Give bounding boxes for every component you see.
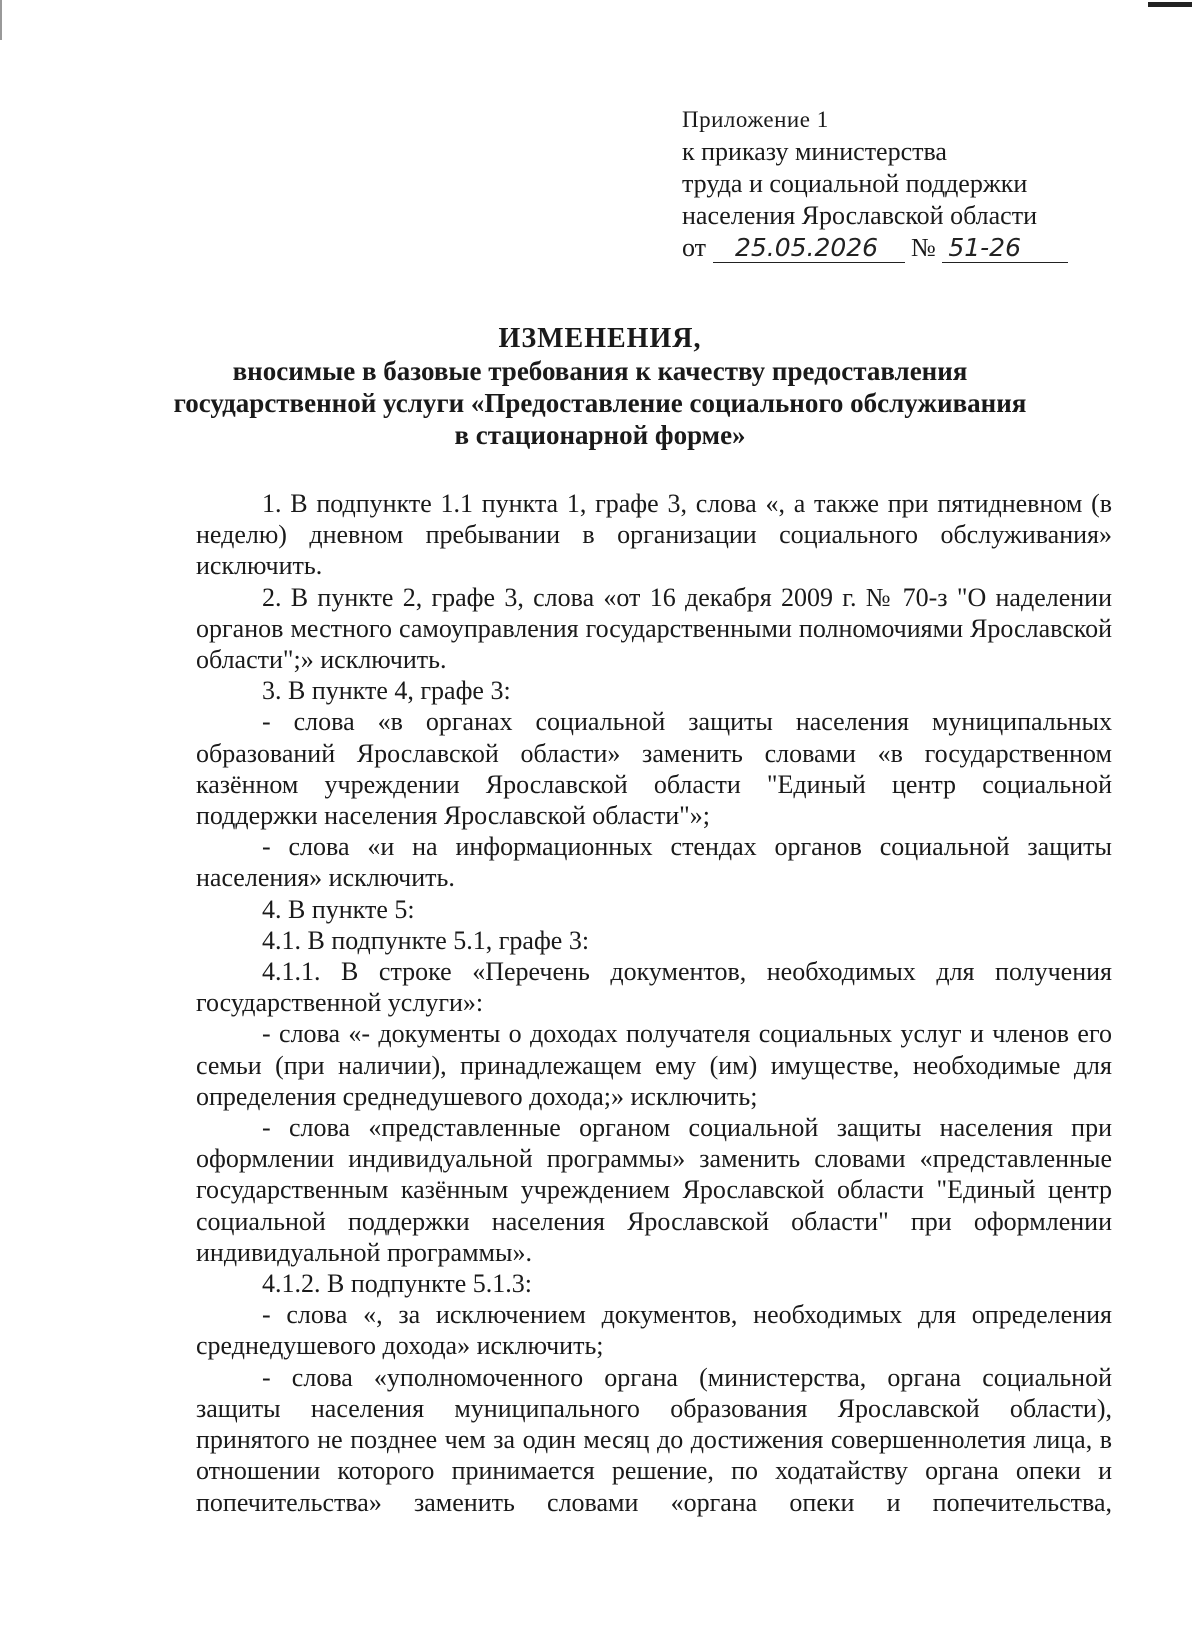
appendix-order-line: к приказу министерства (682, 137, 947, 166)
appendix-label: Приложение 1 (682, 107, 829, 132)
paragraph: - слова «, за исключением документов, необходимых для определения среднедушевого дохода» исключить; (196, 1300, 1112, 1361)
paragraph: 2. В пункте 2, графе 3, слова «от 16 декабря 2009 г. № 70-з "О наделении органов местного самоуправления государственными полномочиями Ярославской области";» исключить. (196, 582, 1112, 675)
date-prefix: от (682, 233, 707, 262)
paragraph: 4.1.2. В подпункте 5.1.3: (262, 1269, 532, 1299)
document-body (196, 488, 1112, 1518)
document-title (140, 323, 1060, 451)
paragraph: 3. В пункте 4, графе 3: (262, 676, 511, 706)
appendix-ministry-line: труда и социальной поддержки (682, 169, 1028, 198)
title-line: вносимые в базовые требования к качеству предоставления (232, 356, 968, 386)
title-line: в стационарной форме» (454, 420, 746, 450)
paragraph: - слова «представленные органом социальной защиты населения при оформлении индивидуальной программы» заменить словами «представленные государственным казённым учреждением Ярославской области "Единый центр социальной поддержки населения Ярославской области" при оформлении индивидуальной программы». (196, 1113, 1112, 1267)
appendix-header (682, 104, 1062, 264)
appendix-region-line: населения Ярославской области (682, 201, 1037, 230)
paragraph: 4.1. В подпункте 5.1, графе 3: (262, 925, 590, 955)
handwritten-date: 25.05.2026 (713, 234, 905, 263)
scan-edge-mark (1148, 2, 1192, 7)
paragraph: 4. В пункте 5: (262, 894, 415, 924)
paragraph: - слова «и на информационных стендах органов социальной защиты населения» исключить. (196, 832, 1112, 893)
paragraph: - слова «в органах социальной защиты населения муниципальных образований Ярославской области» заменить словами «в государственном казённом учреждении Ярославской области "Единый центр социальной поддержки населения Ярославской области"»; (196, 707, 1112, 831)
number-prefix: № (911, 233, 936, 262)
title-line: государственной услуги «Предоставление социального обслуживания (173, 388, 1027, 418)
paragraph: - слова «- документы о доходах получателя социальных услуг и членов его семьи (при наличии), принадлежащем ему (им) имуществе, необходимые для определения среднедушевого дохода;» исключить; (196, 1019, 1112, 1111)
appendix-date-number-line (682, 232, 1062, 264)
paragraph: 4.1.1. В строке «Перечень документов, необходимых для получения государственной услуги»: (196, 957, 1112, 1018)
scan-edge-mark (0, 0, 2, 40)
title-main: ИЗМЕНЕНИЯ, (498, 323, 702, 354)
paragraph: 1. В подпункте 1.1 пункта 1, графе 3, слова «, а также при пятидневном (в неделю) дневном пребывании в организации социального обслуживания» исключить. (196, 489, 1112, 581)
paragraph: - слова «уполномоченного органа (министерства, органа социальной защиты населения муниципального образования Ярославской области), принятого не позднее чем за один месяц до достижения совершеннолетия лица, в отношении которого принимается решение, по ходатайству органа опеки и попечительства» заменить словами «органа опеки и попечительства, (196, 1362, 1112, 1517)
handwritten-number: 51-26 (942, 234, 1068, 263)
